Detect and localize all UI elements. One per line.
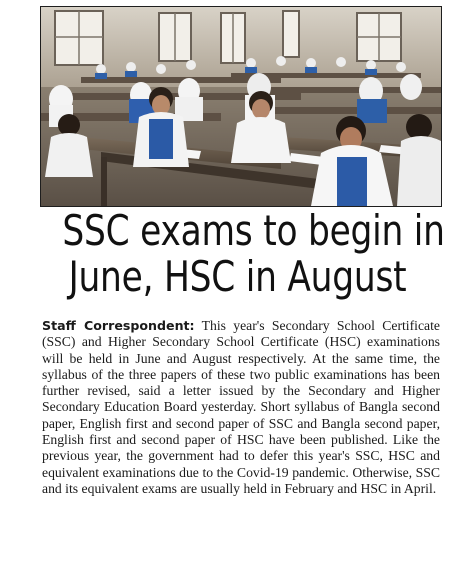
article-body-text: This year's Secondary School Certificate (SSC) and Higher Secondary School Certificate (HSC) examinations will be held in June and August respectively. At the same time, the syllabus of the three papers of these two public examinations has been further revised, said a letter issued by the Secondary and Higher Secondary Education Board yesterday. Short syllabus of Bangla second paper, English first and second paper of SSC and Bangla second paper, English first and second paper of HSC have been published. Like the previous year, the government had to defer this year's SSC, HSC and equivalent examinations due to the Covid-19 pandemic. Otherwise, SSC and its equivalent exams are usually held in February and HSC in April.: [42, 318, 440, 496]
article-photo: [40, 6, 442, 207]
byline: Staff Correspondent:: [42, 318, 195, 333]
article-body: [42, 318, 440, 497]
headline-line-2: June, HSC in August: [68, 252, 407, 301]
headline-line-1: SSC exams to begin in: [62, 206, 445, 255]
exam-hall-photo: [41, 7, 441, 206]
